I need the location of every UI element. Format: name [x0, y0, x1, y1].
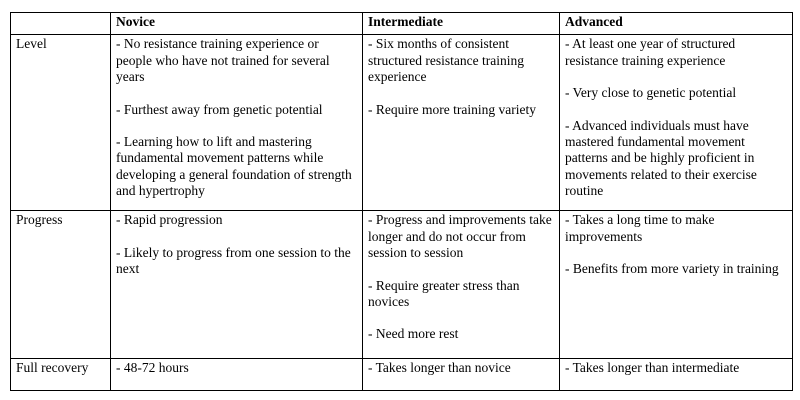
row-label-progress: Progress [11, 211, 111, 359]
list-item: - No resistance training experience or people who have not trained for several years [116, 36, 330, 85]
row-label-level: Level [11, 35, 111, 211]
list-item: - Advanced individuals must have mastered fundamental movement patterns and be highly proficient in movements related to their exercise routine [565, 117, 757, 199]
cell-progress-intermediate [363, 211, 560, 359]
list-item: - Benefits from more variety in training [565, 261, 779, 277]
list-item: - 48-72 hours [116, 360, 189, 376]
table-row-progress [11, 211, 793, 359]
cell-progress-advanced [560, 211, 793, 359]
header-intermediate: Intermediate [363, 13, 560, 35]
header-cell-empty [11, 13, 111, 35]
table-row-full-recovery [11, 359, 793, 391]
list-item: - Takes a long time to make improvements [565, 212, 715, 244]
list-item: - Six months of consistent structured resistance training experience [368, 36, 524, 85]
list-item: - At least one year of structured resistance training experience [565, 36, 736, 68]
table-row-level [11, 35, 793, 211]
list-item: - Likely to progress from one session to the next [116, 244, 351, 277]
cell-level-novice [111, 35, 363, 211]
header-advanced: Advanced [560, 13, 793, 35]
list-item: - Progress and improvements take longer and do not occur from session to session [368, 212, 552, 261]
header-row [11, 13, 793, 35]
list-item: - Rapid progression [116, 212, 223, 228]
cell-progress-novice [111, 211, 363, 359]
list-item: - Require more training variety [368, 101, 536, 117]
header-novice: Novice [111, 13, 363, 35]
list-item: - Need more rest [368, 326, 459, 342]
training-level-table [10, 12, 793, 391]
cell-recovery-advanced [560, 359, 793, 391]
list-item: - Takes longer than novice [368, 360, 511, 376]
row-label-full-recovery: Full recovery [11, 359, 111, 391]
cell-recovery-intermediate [363, 359, 560, 391]
list-item: - Learning how to lift and mastering fundamental movement patterns while developing a general foundation of strength and hypertrophy [116, 134, 352, 199]
cell-level-advanced [560, 35, 793, 211]
list-item: - Furthest away from genetic potential [116, 101, 323, 117]
list-item: - Require greater stress than novices [368, 277, 520, 310]
list-item: - Very close to genetic potential [565, 85, 737, 101]
list-item: - Takes longer than intermediate [565, 360, 740, 376]
cell-level-intermediate [363, 35, 560, 211]
cell-recovery-novice [111, 359, 363, 391]
